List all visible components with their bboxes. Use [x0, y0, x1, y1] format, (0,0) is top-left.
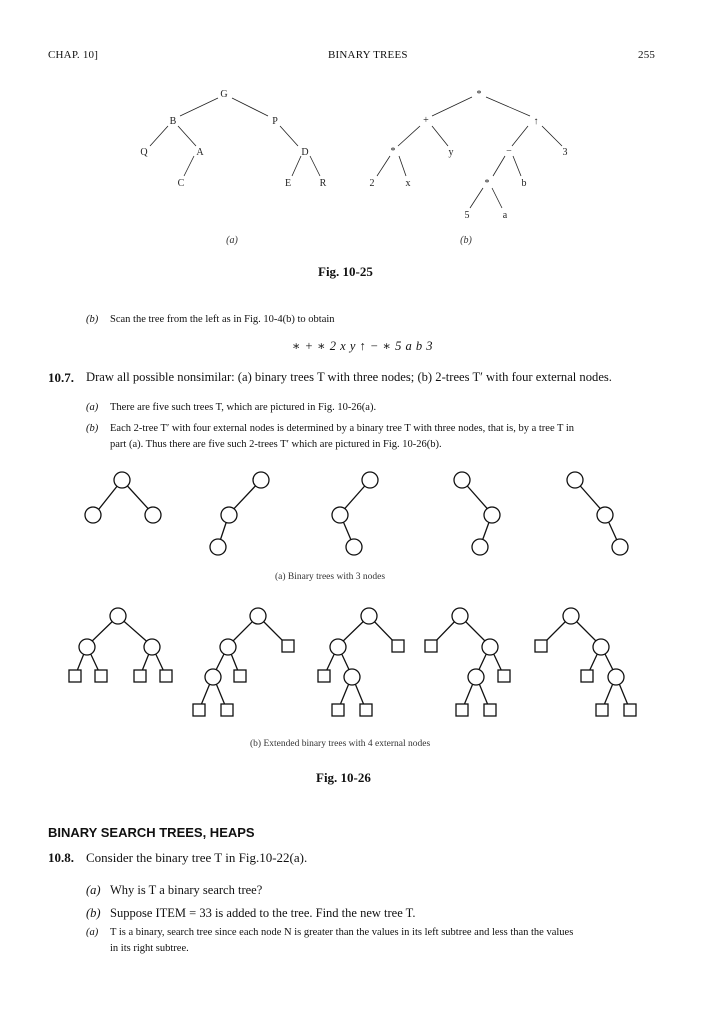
node-star-3: * [484, 178, 490, 189]
question-a-text: Why is T a binary search tree? [110, 883, 263, 897]
fig25-sub-a: (a) [226, 235, 238, 246]
part-a-label: (a) [86, 402, 99, 413]
answer-a-line-1: T is a binary, search tree since each node N is greater than the values in its left subtree and less than the values [110, 927, 574, 938]
part-a-text: There are five such trees T, which are pictured in Fig. 10-26(a). [110, 402, 377, 413]
fig-10-26b-diagram [0, 600, 703, 730]
answer-b-text: Scan the tree from the left as in Fig. 10-4(b) to obtain [110, 314, 335, 325]
fig-10-25-title: Fig. 10-25 [318, 264, 373, 279]
node-Q: Q [140, 147, 148, 158]
fig-10-26a-diagram [0, 465, 703, 575]
section-heading: BINARY SEARCH TREES, HEAPS [48, 825, 255, 840]
node-up-arrow: ↑ [533, 116, 539, 127]
question-b-label: (b) [86, 906, 101, 920]
problem-10-7-text: Draw all possible nonsimilar: (a) binary trees T with three nodes; (b) 2-trees T′ with four external nodes. [86, 370, 612, 384]
tree-b-edges [377, 97, 562, 208]
node-5: 5 [464, 210, 470, 221]
answer-a-label: (a) [86, 927, 99, 938]
part-b-line-1: Each 2-tree T′ with four external nodes is determined by a binary tree T with three nodes, that is, by a tree T in [110, 423, 575, 434]
node-B: B [169, 116, 177, 127]
node [114, 472, 130, 488]
question-b-text: Suppose ITEM = 33 is added to the tree. Find the new tree T. [110, 906, 416, 920]
question-a-label: (a) [86, 883, 101, 897]
node-3: 3 [562, 147, 568, 158]
part-b-label: (b) [86, 423, 99, 434]
fig-10-25-diagram [0, 0, 703, 260]
answer-a-line-2: in its right subtree. [110, 943, 189, 954]
node-D: D [301, 147, 309, 158]
header-title: BINARY TREES [328, 49, 408, 61]
node-E: E [284, 178, 292, 189]
node-P: P [272, 116, 278, 127]
node-x: x [405, 178, 411, 189]
node-A: A [196, 147, 204, 158]
node-R: R [319, 178, 327, 189]
node-a: a [502, 210, 508, 221]
node-y: y [448, 147, 454, 158]
fig-10-26a-caption: (a) Binary trees with 3 nodes [275, 572, 386, 582]
node-plus: + [423, 115, 429, 126]
node-G: G [220, 89, 228, 100]
answer-b-label: (b) [86, 314, 99, 325]
problem-10-8-number: 10.8. [48, 850, 74, 865]
tree-a-edges [150, 98, 320, 176]
fig-10-26b-caption: (b) Extended binary trees with 4 external nodes [250, 739, 431, 749]
fig25-sub-b: (b) [460, 235, 472, 246]
node-C: C [177, 178, 185, 189]
header-chapter: CHAP. 10] [48, 49, 99, 61]
problem-10-8-text: Consider the binary tree T in Fig.10-22(a). [86, 850, 308, 865]
problem-10-7-number: 10.7. [48, 370, 74, 385]
node-star-2: * [390, 146, 396, 157]
fig-10-26-title: Fig. 10-26 [316, 770, 371, 785]
header-page-number: 255 [638, 49, 656, 61]
prefix-expression: ∗ + ∗ 2 x y ↑ − ∗ 5 a b 3 [292, 339, 433, 353]
node-2: 2 [369, 178, 375, 189]
node-b: b [521, 178, 527, 189]
node-minus: − [506, 146, 512, 157]
node-root-star: * [476, 89, 482, 100]
part-b-line-2: part (a). Thus there are five such 2-trees T′ which are pictured in Fig. 10-26(b). [110, 439, 442, 450]
